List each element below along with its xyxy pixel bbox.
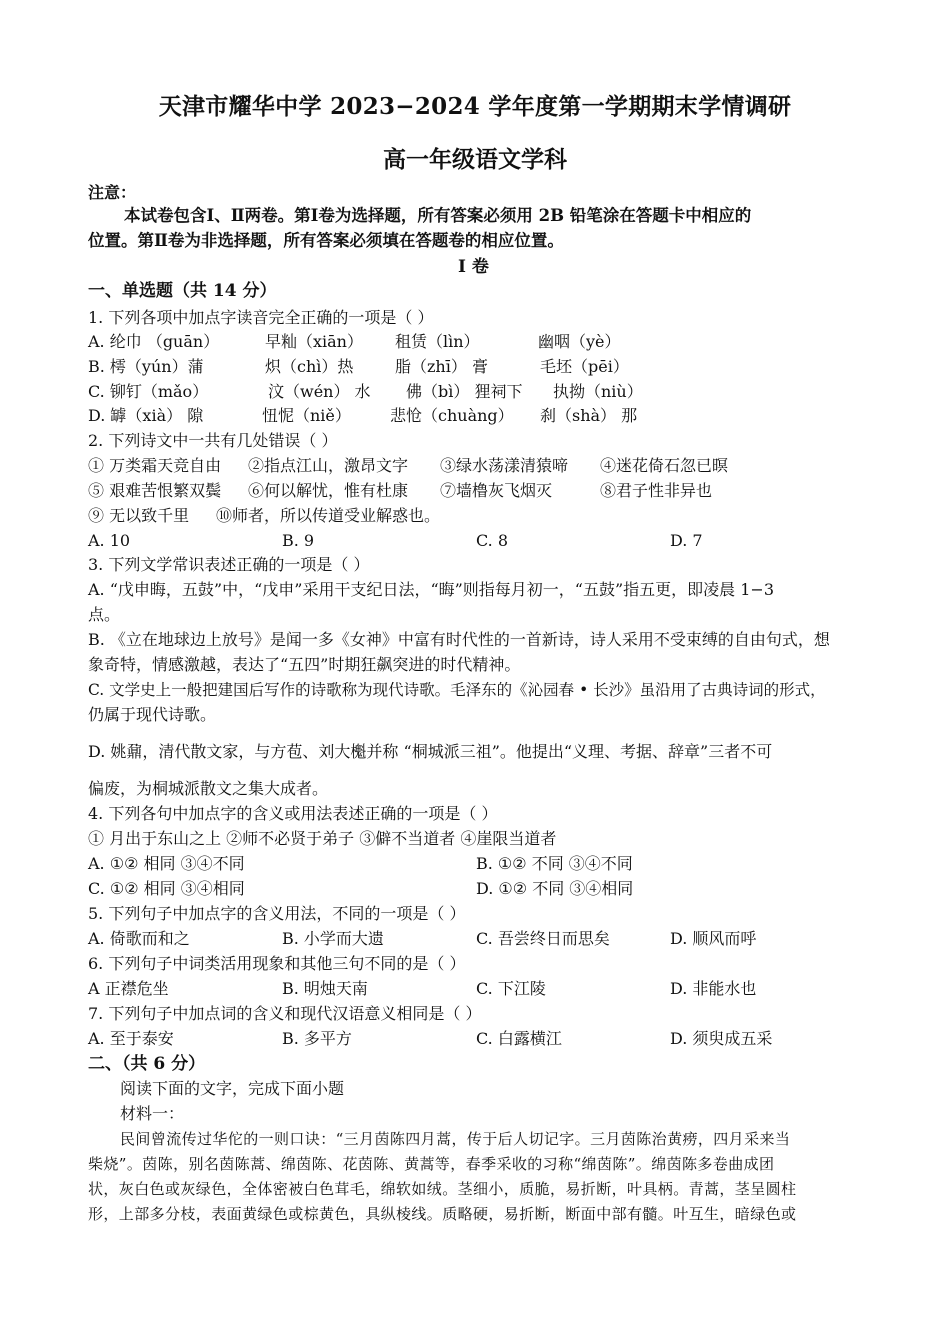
- q6-option-c: C. 下江陵: [476, 979, 546, 998]
- q7-option-d: D. 须臾成五采: [670, 1029, 773, 1048]
- q4-items: ① 月出于东山之上 ②师不必贤于弟子 ③僻不当道者 ④崖限当道者: [88, 829, 557, 848]
- q1-c-1: C. 铆钉（mǎo）: [88, 382, 209, 401]
- q3-b-line1: B. 《立在地球边上放号》是闻一多《女神》中富有时代性的一首新诗，诗人采用不受束缚的自由句式，想: [88, 630, 830, 649]
- q4-stem: 4. 下列各句中加点字的含义或用法表述正确的一项是（ ）: [88, 804, 498, 823]
- material-para-line1: 民间曾流传过华佗的一则口诀：“三月茵陈四月蒿，传于后人切记字。三月茵陈治黄痨，四月采来当: [120, 1130, 791, 1148]
- q1-stem: 1. 下列各项中加点字读音完全正确的一项是（ ）: [88, 308, 434, 327]
- q1-b-4: 毛坯（pēi）: [540, 357, 629, 376]
- q1-d-4: 刹（shà） 那: [540, 406, 638, 425]
- q4-option-a: A. ①② 相同 ③④不同: [88, 854, 245, 873]
- page-title: 天津市耀华中学 2023−2024 学年度第一学期期末学情调研: [158, 93, 792, 120]
- q1-d-1: D. 罅（xià） 隙: [88, 406, 204, 425]
- q2-r2-3: ⑦墙橹灰飞烟灭: [440, 481, 553, 500]
- notice-line-1: 本试卷包含Ⅰ、Ⅱ两卷。第Ⅰ卷为选择题，所有答案必须用 2B 铅笔涂在答题卡中相应的: [124, 206, 752, 225]
- q7-option-b: B. 多平方: [282, 1029, 352, 1048]
- q4-option-b: B. ①② 不同 ③④不同: [476, 854, 633, 873]
- q3-a-line1: A. “戊申晦，五鼓”中，“戊申”采用干支纪日法，“晦”则指每月初一，“五鼓”指五更，即凌晨 1−3: [88, 580, 775, 599]
- section1-heading: 一、单选题（共 14 分）: [88, 281, 277, 301]
- material-para-line4: 形，上部多分枝，表面黄绿色或棕黄色，具纵棱线。质略硬，易折断，断面中部有髓。叶互生，暗绿色或: [88, 1205, 797, 1223]
- q6-option-a: A 正襟危坐: [88, 979, 169, 998]
- q4-option-c: C. ①② 相同 ③④相同: [88, 879, 245, 898]
- q3-b-line2: 象奇特，情感激越，表达了“五四”时期狂飙突进的时代精神。: [88, 655, 521, 674]
- q1-a-3: 租赁（lìn）: [395, 332, 480, 351]
- volume-label: Ⅰ 卷: [458, 257, 489, 277]
- material-label: 材料一：: [120, 1104, 185, 1123]
- q1-a-2: 早籼（xiān）: [265, 332, 363, 351]
- q1-a-1: A. 纶巾 （guān）: [88, 332, 220, 351]
- q1-d-3: 悲怆（chuàng）: [390, 406, 514, 425]
- q5-option-d: D. 顺风而呼: [670, 929, 757, 948]
- q2-r1-4: ④迷花倚石忽已暝: [600, 456, 729, 475]
- q2-r2-2: ⑥何以解忧，惟有杜康: [248, 481, 409, 500]
- notice-line-2: 位置。第Ⅱ卷为非选择题，所有答案必须填在答题卷的相应位置。: [88, 231, 564, 250]
- q5-option-c: C. 吾尝终日而思矣: [476, 929, 610, 948]
- q2-option-a: A. 10: [88, 531, 131, 550]
- q5-option-a: A. 倚歌而和之: [88, 929, 190, 948]
- q2-r1-2: ②指点江山，激昂文字: [248, 456, 409, 475]
- q2-r2-1: ⑤ 艰难苦恨繁双鬓: [88, 481, 222, 500]
- page-subtitle: 高一年级语文学科: [383, 146, 567, 173]
- q2-r1-1: ① 万类霜天竞自由: [88, 456, 222, 475]
- material-para-line2: 柴烧”。茵陈，别名茵陈蒿、绵茵陈、花茵陈、黄蒿等，春季采收的习称“绵茵陈”。绵茵陈多卷曲成团: [88, 1155, 775, 1173]
- q1-d-2: 忸怩（niě）: [262, 406, 351, 425]
- notice-label: 注意：: [88, 183, 137, 202]
- q2-option-d: D. 7: [670, 531, 703, 550]
- q6-option-b: B. 明烛天南: [282, 979, 368, 998]
- q1-b-2: 炽（chì）热: [265, 357, 354, 376]
- q1-c-4: 执拗（niù）: [553, 382, 643, 401]
- q1-b-3: 脂（zhī） 膏: [395, 357, 488, 376]
- q2-r3-1: ⑨ 无以致千里: [88, 506, 190, 525]
- section2-instruction: 阅读下面的文字，完成下面小题: [120, 1079, 345, 1098]
- material-para-line3: 状，灰白色或灰绿色，全体密被白色茸毛，绵软如绒。茎细小，质脆，易折断，叶具柄。青蒿，茎呈圆柱: [88, 1180, 797, 1198]
- q2-r2-4: ⑧君子性非异也: [600, 481, 713, 500]
- q1-a-4: 幽咽（yè）: [538, 332, 621, 351]
- q4-option-d: D. ①② 不同 ③④相同: [476, 879, 634, 898]
- q2-r1-3: ③绿水荡漾清猿啼: [440, 456, 569, 475]
- q1-c-3: 佛（bì） 狸祠下: [406, 382, 523, 401]
- q2-option-c: C. 8: [476, 531, 509, 550]
- q7-option-a: A. 至于泰安: [88, 1029, 174, 1048]
- q3-c-line1: C. 文学史上一般把建国后写作的诗歌称为现代诗歌。毛泽东的《沁园春 • 长沙》虽沿用了古典诗词的形式，: [88, 681, 826, 699]
- q5-stem: 5. 下列句子中加点字的含义用法，不同的一项是（ ）: [88, 904, 466, 923]
- q6-option-d: D. 非能水也: [670, 979, 757, 998]
- q1-b-1: B. 樗（yún）蒲: [88, 357, 204, 376]
- q3-c-line2: 仍属于现代诗歌。: [88, 705, 217, 724]
- q3-a-line2: 点。: [88, 605, 121, 624]
- section2-heading: 二、（共 6 分）: [88, 1054, 206, 1074]
- q3-stem: 3. 下列文学常识表述正确的一项是（ ）: [88, 555, 370, 574]
- q1-c-2: 汶（wén） 水: [268, 382, 371, 401]
- q5-option-b: B. 小学而大遗: [282, 929, 384, 948]
- q2-r3-2: ⑩师者，所以传道受业解惑也。: [216, 506, 441, 525]
- q7-option-c: C. 白露横江: [476, 1029, 562, 1048]
- q3-d-line1: D. 姚鼐，清代散文家，与方苞、刘大櫆并称 “桐城派三祖”。他提出“义理、考据、辞章”三者不可: [88, 742, 773, 761]
- q7-stem: 7. 下列句子中加点词的含义和现代汉语意义相同是（ ）: [88, 1004, 482, 1023]
- q3-d-line2: 偏废，为桐城派散文之集大成者。: [88, 779, 329, 798]
- q2-option-b: B. 9: [282, 531, 315, 550]
- q2-stem: 2. 下列诗文中一共有几处错误（ ）: [88, 431, 338, 450]
- q6-stem: 6. 下列句子中词类活用现象和其他三句不同的是（ ）: [88, 954, 466, 973]
